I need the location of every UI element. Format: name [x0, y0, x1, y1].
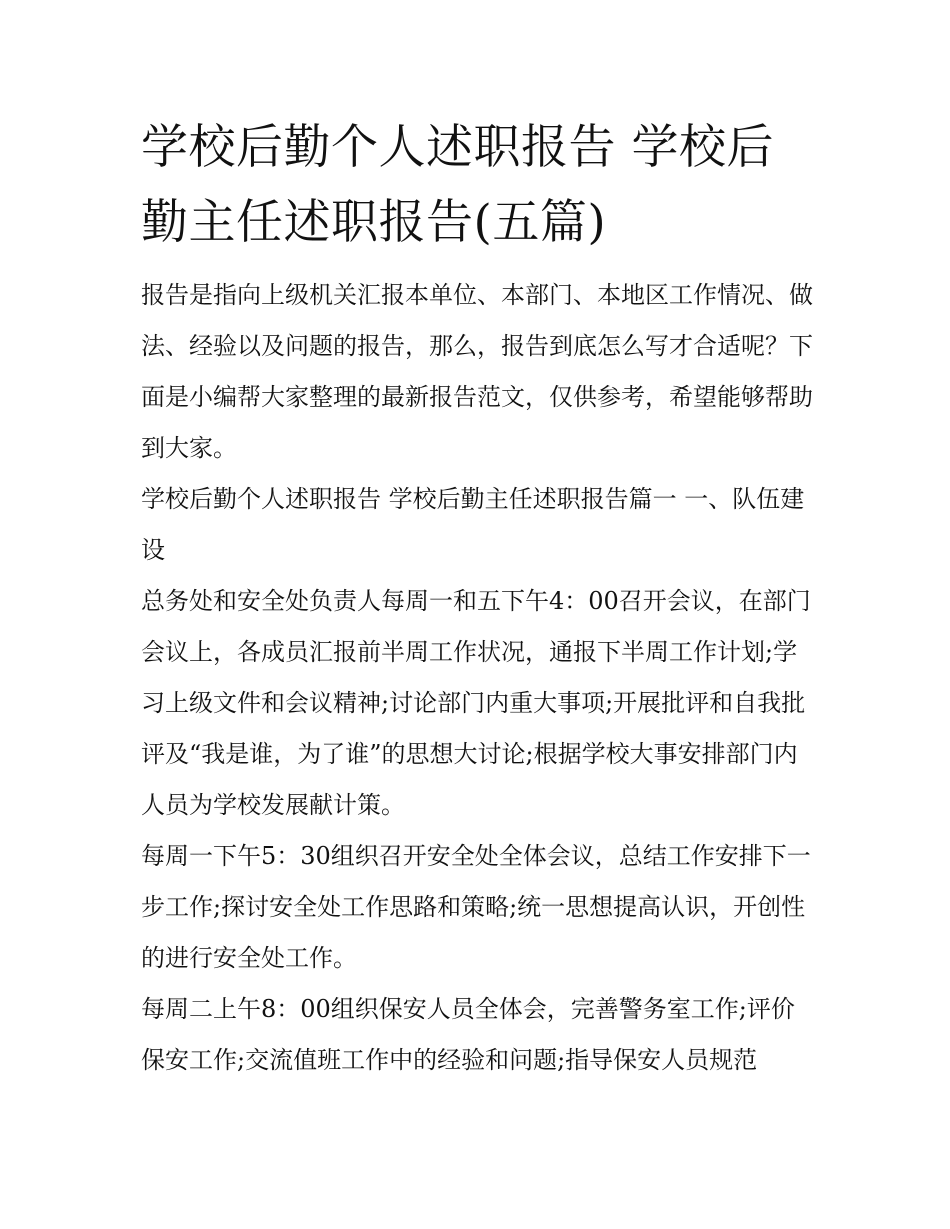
document-title: 学校后勤个人述职报告 学校后勤主任述职报告(五篇) — [141, 120, 774, 250]
document-body — [141, 110, 813, 1086]
paragraph-section-heading: 学校后勤个人述职报告 学校后勤主任述职报告篇一 一、队伍建设 — [141, 485, 805, 564]
paragraph-safety-meeting: 每周一下午5：30组织召开安全处全体会议，总结工作安排下一步工作;探讨安全处工作思路和策略;统一思想提高认识，开创性的进行安全处工作。 — [141, 842, 811, 972]
paragraph-security-meeting: 每周二上午8：00组织保安人员全体会，完善警务室工作;评价保安工作;交流值班工作中的经验和问题;指导保安人员规范 — [141, 995, 795, 1074]
paragraph-weekly-meeting: 总务处和安全处负责人每周一和五下午4：00召开会议，在部门会议上，各成员汇报前半周工作状况，通报下半周工作计划;学习上级文件和会议精神;讨论部门内重大事项;开展批评和自我批评及“我是谁，为了谁”的思想大讨论;根据学校大事安排部门内人员为学校发展献计策。 — [141, 587, 811, 819]
paragraph-intro: 报告是指向上级机关汇报本单位、本部门、本地区工作情况、做法、经验以及问题的报告，那么，报告到底怎么写才合适呢？下面是小编帮大家整理的最新报告范文，仅供参考，希望能够帮助到大家。 — [141, 281, 813, 462]
